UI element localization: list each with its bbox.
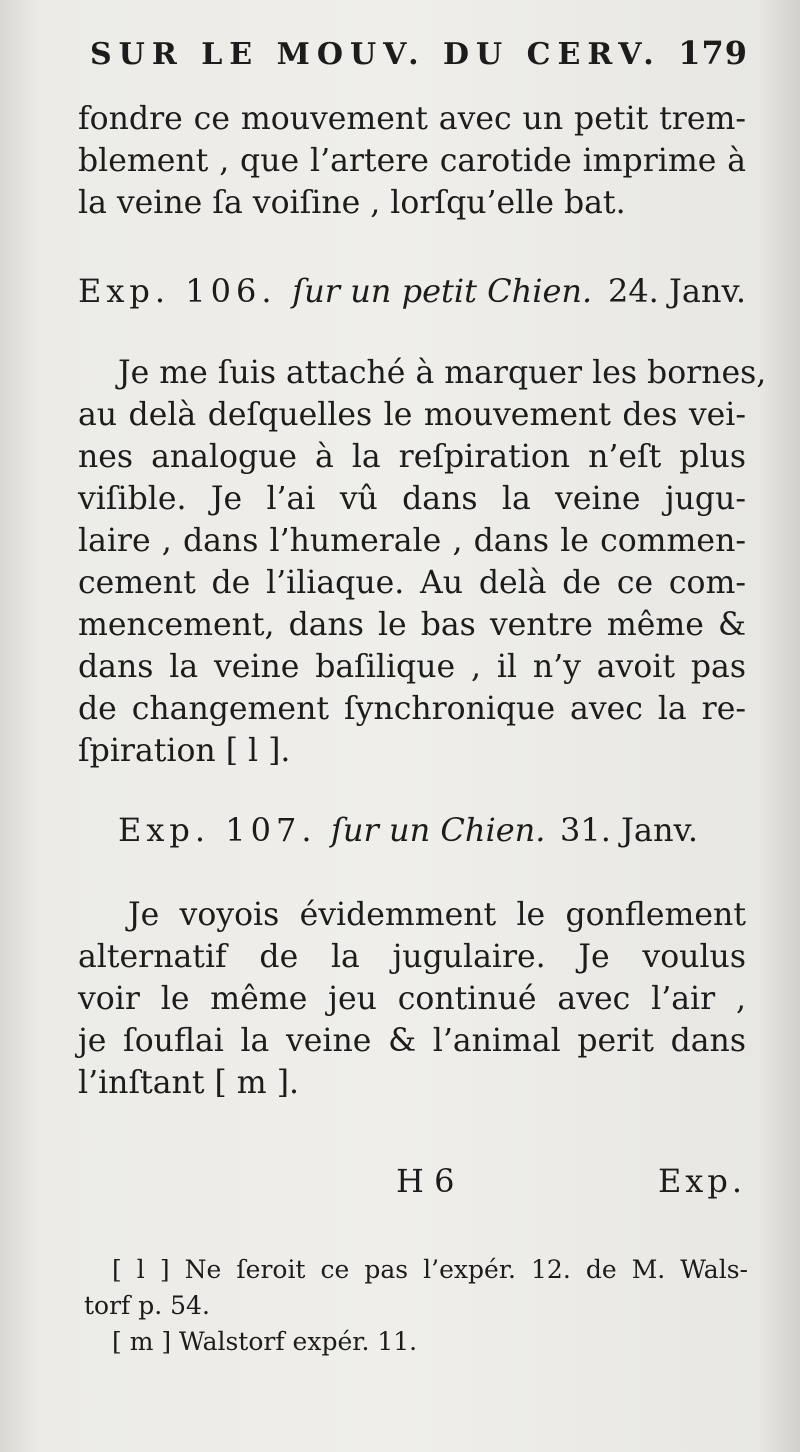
text-line: la veine ſa voiſine , lorſqu’elle bat. bbox=[78, 185, 626, 221]
experiment-106-paragraph bbox=[78, 352, 767, 772]
footnote-line: [ l ] Ne ſeroit ce pas l’expér. 12. de M. Wals- bbox=[112, 1255, 748, 1284]
experiment-label: Exp. 106. bbox=[78, 272, 277, 310]
paragraph-continuation bbox=[78, 98, 746, 224]
text-line: blement , que l’artere carotide imprime à bbox=[78, 143, 746, 179]
footnote-line: [ m ] Walstorf expér. 11. bbox=[112, 1327, 418, 1356]
experiment-label: Exp. 107. bbox=[118, 811, 317, 849]
running-header bbox=[90, 34, 748, 72]
text-line: au delà deſquelles le mouvement des vei- bbox=[78, 397, 746, 433]
experiment-subject: ſur un petit Chien. bbox=[292, 272, 593, 310]
signature-line bbox=[396, 1162, 746, 1200]
text-line: mencement, dans le bas ventre même & bbox=[78, 607, 746, 643]
footnote-line: torf p. 54. bbox=[84, 1291, 210, 1320]
experiment-heading-107 bbox=[118, 811, 698, 849]
running-title: SUR LE MOUV. DU CERV. bbox=[90, 37, 661, 72]
text-line: alternatif de la jugulaire. Je voulus bbox=[78, 939, 746, 975]
text-line: de changement ſynchronique avec la re- bbox=[78, 691, 746, 727]
text-line: laire , dans l’humerale , dans le commen- bbox=[78, 523, 746, 559]
experiment-heading-106 bbox=[78, 272, 746, 310]
experiment-date: 24. Janv. bbox=[607, 272, 746, 310]
text-line: Je voyois évidemment le gonflement bbox=[128, 897, 746, 933]
text-line: dans la veine baſilique , il n’y avoit pas bbox=[78, 649, 746, 685]
text-line: Je me ſuis attaché à marquer les bornes, bbox=[118, 355, 767, 391]
text-line: cement de l’iliaque. Au delà de ce com- bbox=[78, 565, 746, 601]
text-line: l’inſtant [ m ]. bbox=[78, 1065, 299, 1101]
text-line: voir le même jeu continué avec l’air , bbox=[78, 981, 746, 1017]
text-line: nes analogue à la reſpiration n’eſt plus bbox=[78, 439, 746, 475]
experiment-107-paragraph bbox=[78, 894, 746, 1104]
experiment-date: 31. Janv. bbox=[559, 811, 698, 849]
page-number: 179 bbox=[678, 34, 748, 72]
footnotes bbox=[84, 1252, 748, 1360]
text-line: ſpiration [ l ]. bbox=[78, 733, 291, 769]
text-line: fondre ce mouvement avec un petit trem- bbox=[78, 101, 746, 137]
signature-mark: H 6 bbox=[396, 1162, 455, 1200]
text-line: viſible. Je l’ai vû dans la veine jugu- bbox=[78, 481, 746, 517]
experiment-subject: ſur un Chien. bbox=[331, 811, 546, 849]
catchword: Exp. bbox=[657, 1162, 746, 1200]
text-line: je ſouflai la veine & l’animal perit dans bbox=[78, 1023, 746, 1059]
